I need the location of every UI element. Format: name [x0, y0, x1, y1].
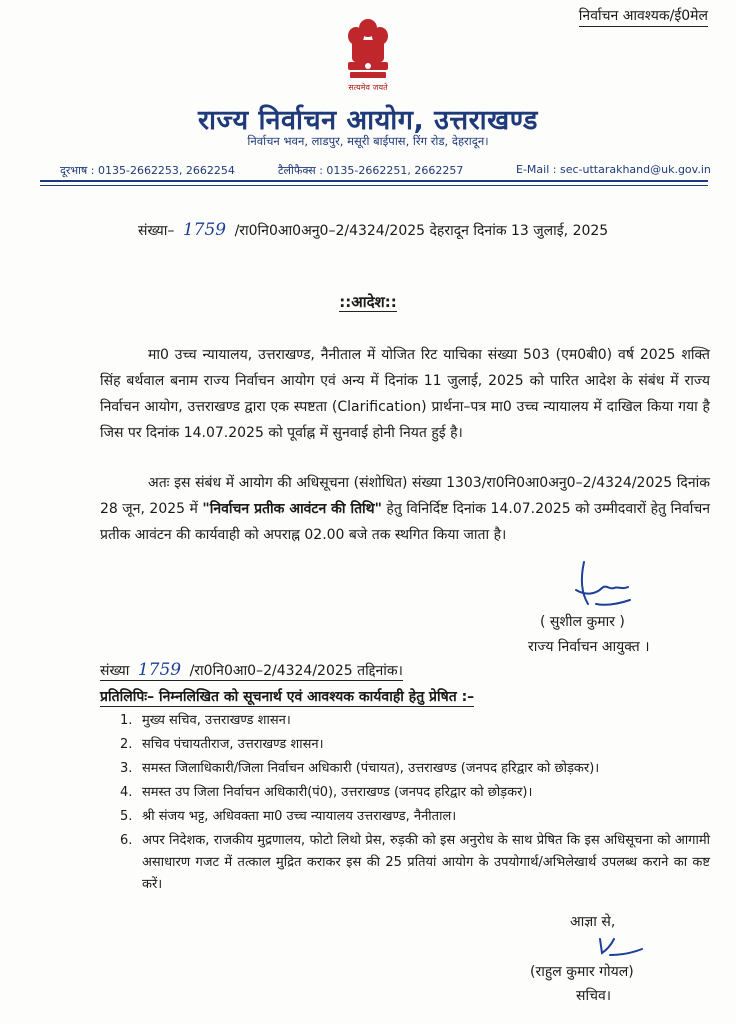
org-title: राज्य निर्वाचन आयोग, उत्तराखण्ड — [197, 105, 538, 136]
recipient-list — [120, 710, 710, 898]
copy-reference-suffix: /रा0नि0आ0–2/4324/2025 तद्दिनांक। — [189, 663, 403, 679]
emblem-motto: सत्यमेव जयते — [348, 83, 388, 92]
order-paragraph-2 — [100, 470, 710, 548]
header-rule-thick — [40, 180, 708, 182]
reference-line — [138, 220, 608, 240]
list-item: 3. समस्त जिलाधिकारी/जिला निर्वाचन अधिकारी (पंचायत), उत्तराखण्ड (जनपद हरिद्वार को छोड़कर)। — [120, 761, 600, 776]
by-order-text: आज्ञा से, — [570, 914, 616, 930]
secretary-name: (राहुल कुमार गोयल) — [530, 964, 634, 980]
para2-part-a: अतः इस संबंध में आयोग की अधिसूचना (संशोधित) संख्या 1303/रा0नि0आ0अनु0–2/4324/2025 दिनांक 28 जून, 2025 में — [100, 475, 710, 517]
list-item: 5. श्री संजय भट्ट, अधिवक्ता मा0 उच्च न्यायालय उत्तराखण्ड, नैनीताल। — [120, 809, 457, 824]
signer-title: राज्य निर्वाचन आयुक्त । — [528, 639, 650, 655]
copy-intro: प्रतिलिपिः– निम्नलिखित को सूचनार्थ एवं आवश्यक कार्यवाही हेतु प्रेषित :– — [100, 689, 475, 705]
copy-reference-number: 1759 — [137, 660, 182, 680]
signature-mark-secretary — [586, 935, 646, 965]
order-heading — [0, 292, 736, 312]
reference-suffix: /रा0नि0आ0अनु0–2/4324/2025 देहरादून दिनांक 13 जुलाई, 2025 — [234, 223, 609, 239]
org-address: निर्वाचन भवन, लाडपुर, मसूरी बाईपास, रिंग रोड, देहरादून। — [247, 134, 489, 148]
para2-bold-phrase: "निर्वाचन प्रतीक आवंटन की तिथि" — [202, 501, 382, 517]
reference-number: 1759 — [182, 220, 227, 240]
reference-prefix: संख्या– — [138, 223, 175, 239]
list-item: 2. सचिव पंचायतीराज, उत्तराखण्ड शासन। — [120, 737, 324, 752]
email-address: E-Mail : sec-uttarakhand@uk.gov.in — [516, 163, 711, 176]
list-item: 4. समस्त उप जिला निर्वाचन अधिकारी(पं0), उत्तराखण्ड (जनपद हरिद्वार को छोड़कर)। — [120, 785, 533, 800]
order-paragraph-1: मा0 उच्च न्यायालय, उत्तराखण्ड, नैनीताल में योजित रिट याचिका संख्या 503 (एम0बी0) वर्ष 2025 शक्ति सिंह बर्थवाल बनाम राज्य निर्वाचन आयोग एवं अन्य में दिनांक 11 जुलाई, 2025 को पारित आदेश के संबंध में राज्य निर्वाचन आयोग, उत्तराखण्ड द्वारा एक स्पष्टता (Clarification) प्रार्थना–पत्र मा0 उच्च न्यायालय में दाखिल किया गया है जिस पर दिनांक 14.07.2025 को पूर्वाह्न में सुनवाई होनी नियत हुई है। — [100, 347, 710, 441]
copy-reference-line — [100, 660, 403, 681]
secretary-title: सचिव। — [576, 988, 612, 1004]
signer-name: ( सुशील कुमार ) — [540, 614, 625, 630]
copy-reference-prefix: संख्या — [100, 663, 130, 679]
header-rule-thin — [40, 185, 708, 186]
signature-mark — [566, 560, 646, 612]
fax-numbers: टैलीफैक्स : 0135-2662251, 2662257 — [278, 164, 464, 177]
phone-numbers: दूरभाष : 0135-2662253, 2662254 — [60, 164, 235, 177]
list-item: 6. अपर निदेशक, राजकीय मुद्रणालय, फोटो लिथो प्रेस, रुड़की को इस अनुरोध के साथ प्रेषित कि इस अधिसूचना को आगामी असाधारण गजट में तत्काल मुद्रित कराकर इस की 25 प्रतियां आयोग के उपयोगार्थ/अभिलेखार्थ उपलब्ध कराने का कष्ट करें। — [120, 833, 710, 892]
order-heading-text: ::आदेश:: — [339, 293, 397, 311]
top-note: निर्वाचन आवश्यक/ई0मेल — [579, 6, 708, 27]
para2-part-b: हेतु विनिर्दिष्ट दिनांक 14.07.2025 को उम्मीदवारों हेतु निर्वाचन प्रतीक आवंटन की कार्यवाही को अपराह्न 02.00 बजे तक स्थगित किया जाता है। — [100, 501, 710, 543]
list-item: 1. मुख्य सचिव, उत्तराखण्ड शासन। — [120, 713, 291, 728]
